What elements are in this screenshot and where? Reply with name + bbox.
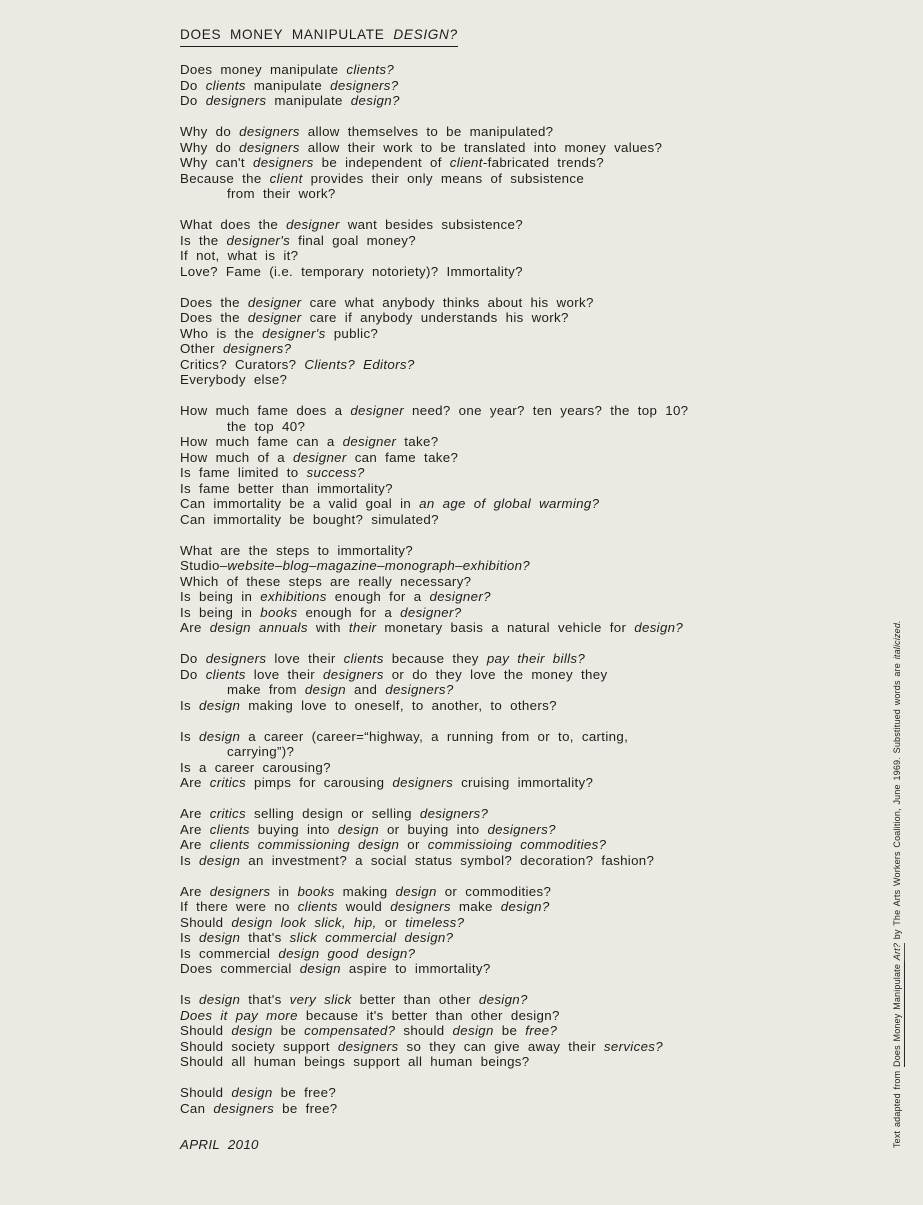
text-segment: Is being in [180, 604, 261, 620]
text-segment: be [493, 1023, 526, 1038]
text-segment: design [199, 992, 241, 1007]
text-segment: want besides subsistence? [339, 217, 523, 232]
text-segment: designer [247, 294, 302, 310]
text-segment: free? [525, 1023, 558, 1038]
text-segment: Is being in [180, 589, 261, 604]
text-segment: pay their bills? [486, 651, 586, 666]
text-segment: manipulate [266, 93, 351, 108]
text-segment: timeless? [405, 914, 465, 930]
text-segment: client [449, 155, 483, 170]
text-line [180, 760, 820, 776]
poster-title [180, 27, 458, 47]
text-line [180, 1054, 820, 1070]
question-block [180, 403, 820, 527]
text-segment: Do [180, 93, 206, 108]
text-segment: Why do [180, 124, 240, 139]
text-line [180, 651, 820, 667]
text-segment: italicized. [892, 620, 902, 660]
text-segment: Do [180, 651, 206, 666]
text-line [180, 837, 820, 853]
text-segment: Is fame better than immortality? [180, 480, 393, 496]
question-block [180, 884, 820, 977]
text-segment: Everybody else? [180, 372, 288, 387]
text-segment: designer [247, 310, 302, 325]
question-block [180, 543, 820, 636]
text-segment: Does it pay more [180, 1007, 298, 1023]
question-block [180, 651, 820, 713]
text-segment: design [231, 1085, 273, 1100]
text-segment: -fabricated trends? [482, 155, 604, 170]
question-block [180, 1085, 820, 1116]
text-segment: or buying into [378, 821, 488, 837]
text-segment: or [376, 914, 406, 930]
text-segment: services? [603, 1038, 664, 1054]
question-block [180, 124, 820, 202]
text-segment: allow themselves to be manipulated? [299, 124, 554, 139]
text-segment: be [272, 1023, 305, 1038]
text-segment: success? [306, 465, 365, 480]
text-segment: carrying”)? [227, 744, 295, 759]
text-segment: their [348, 620, 377, 635]
text-segment: Art? [892, 942, 902, 961]
text-segment: client [269, 170, 303, 186]
text-line [180, 915, 820, 931]
text-line [180, 744, 820, 760]
text-segment: designer's [226, 232, 291, 248]
text-segment: final goal money? [290, 232, 416, 248]
text-segment: Why can't [180, 155, 253, 170]
text-segment: designer's [262, 325, 326, 341]
text-segment: Is [180, 930, 200, 945]
text-segment: designers [213, 1100, 275, 1116]
text-segment: a career (career=“highway, a running from or to, carting, [240, 728, 629, 744]
text-line [180, 248, 820, 264]
text-line [180, 512, 820, 528]
text-segment: DESIGN? [393, 27, 458, 42]
text-segment: that's [240, 992, 290, 1007]
text-segment: Does Money Manipulate [892, 960, 902, 1067]
text-line [180, 450, 820, 466]
text-segment: Are [180, 821, 210, 837]
text-line [180, 961, 820, 977]
text-segment: DOES MONEY MANIPULATE [180, 27, 394, 42]
text-line [180, 574, 820, 590]
text-segment: Is fame limited to [180, 465, 307, 480]
text-segment: designers [390, 899, 451, 914]
date-line [180, 1137, 820, 1153]
text-segment: compensated? [304, 1023, 396, 1038]
text-line [180, 543, 820, 559]
poster-content [180, 27, 820, 1153]
text-segment: designers? [419, 806, 489, 821]
text-segment: Can immortality be bought? simulated? [180, 511, 439, 527]
question-block [180, 992, 820, 1070]
text-segment: designers [205, 93, 267, 108]
text-segment: Is commercial [180, 945, 279, 961]
text-segment: that's [240, 930, 290, 945]
text-segment: Love? Fame (i.e. temporary notoriety)? Immortality? [180, 263, 523, 279]
text-segment: need? one year? ten years? the top 10? [403, 403, 689, 418]
text-segment: designers [239, 139, 300, 155]
text-segment: because it's better than other design? [297, 1007, 560, 1023]
text-segment: design [199, 728, 241, 744]
text-segment: designers [337, 1038, 399, 1054]
text-segment: be free? [274, 1100, 338, 1116]
text-line [180, 217, 820, 233]
text-line [180, 496, 820, 512]
text-segment: designers [209, 883, 271, 899]
text-segment: designers [205, 651, 267, 666]
text-segment: Text adapted from [892, 1066, 902, 1148]
text-segment: enough for a [297, 604, 401, 620]
text-segment: Critics? Curators? [180, 356, 305, 372]
text-segment: How much fame can a [180, 434, 343, 449]
question-block [180, 62, 820, 109]
text-segment: Are [180, 883, 210, 899]
text-line [180, 78, 820, 94]
text-line [180, 806, 820, 822]
text-line [180, 434, 820, 450]
text-segment: Which of these steps are really necessary? [180, 573, 472, 589]
text-segment: by The Arts Workers Coalition, June 1969. Substitued words are [892, 659, 902, 943]
text-segment: clients commissioning design [209, 837, 400, 852]
text-line [180, 341, 820, 357]
text-segment: Are [180, 806, 210, 821]
text-line [180, 481, 820, 497]
text-line [180, 124, 820, 140]
text-line [180, 930, 820, 946]
text-segment: because they [383, 651, 487, 666]
text-segment: Are [180, 620, 210, 635]
text-segment: Does money manipulate [180, 62, 347, 77]
text-segment: design [395, 883, 437, 899]
text-segment: Who is the [180, 325, 263, 341]
text-segment: designer? [429, 589, 491, 604]
text-line [180, 419, 820, 435]
text-line [180, 946, 820, 962]
text-segment: designers [392, 775, 454, 790]
text-segment: Can [180, 1100, 214, 1116]
text-segment: clients [209, 821, 250, 837]
text-segment: love their [245, 666, 324, 682]
text-segment: Is the [180, 232, 227, 248]
text-line [180, 465, 820, 481]
text-segment: clients? [346, 62, 395, 77]
text-segment: Should all human beings support all human beings? [180, 1054, 530, 1069]
text-line [180, 264, 820, 280]
text-segment: design [304, 682, 346, 697]
text-segment: critics [209, 775, 247, 790]
text-segment: be free? [272, 1085, 337, 1100]
text-line [180, 667, 820, 683]
question-blocks [180, 62, 820, 1116]
text-segment: clients [343, 651, 384, 666]
text-segment: or [399, 837, 428, 852]
text-segment: make from [227, 682, 305, 697]
text-line [180, 1023, 820, 1039]
text-segment: should [395, 1023, 453, 1038]
text-segment: exhibitions [260, 589, 327, 604]
text-segment: the top 40? [227, 418, 306, 434]
text-segment: designer [350, 403, 404, 418]
text-line [180, 1085, 820, 1101]
text-line [180, 140, 820, 156]
text-line [180, 822, 820, 838]
text-segment: designer [342, 434, 397, 449]
text-segment: books [260, 604, 298, 620]
text-segment: or do they love the money they [383, 666, 608, 682]
text-segment: clients [205, 666, 246, 682]
text-line [180, 403, 820, 419]
text-segment: manipulate [245, 77, 331, 93]
text-segment: take? [396, 434, 439, 449]
text-segment: design good design? [278, 945, 416, 961]
text-segment: very slick [289, 992, 352, 1007]
text-line [180, 310, 820, 326]
text-segment: make [450, 899, 501, 914]
text-segment: Do [180, 77, 206, 93]
text-segment: designer [286, 217, 340, 232]
text-line [180, 853, 820, 869]
text-segment: making love to oneself, to another, to others? [240, 697, 557, 713]
text-segment: design? [634, 620, 684, 635]
text-segment: Is [180, 697, 200, 713]
text-segment: design [337, 821, 379, 837]
text-segment: public? [325, 325, 379, 341]
text-segment: so they can give away their [398, 1038, 604, 1054]
text-segment: design? [500, 899, 550, 914]
text-segment: Are [180, 775, 210, 790]
question-block [180, 806, 820, 868]
text-line [180, 171, 820, 187]
text-line [180, 899, 820, 915]
text-segment: enough for a [326, 589, 430, 604]
text-line [180, 1039, 820, 1055]
text-segment: and [346, 682, 386, 697]
text-segment: design look slick, hip, [231, 914, 377, 930]
text-segment: Can immortality be a valid goal in [180, 496, 420, 511]
text-segment: clients [297, 899, 338, 914]
text-line [180, 884, 820, 900]
text-segment: an investment? a social status symbol? decoration? fashion? [240, 852, 655, 868]
text-line [180, 558, 820, 574]
text-segment: care if anybody understands his work? [301, 310, 569, 325]
text-segment: designer? [400, 604, 462, 620]
text-segment: critics [209, 806, 247, 821]
text-segment: aspire to immortality? [340, 961, 491, 976]
text-line [180, 682, 820, 698]
text-segment: Is [180, 852, 200, 868]
text-segment: Does the [180, 310, 248, 325]
text-segment: What are the steps to immortality? [180, 542, 413, 558]
text-segment: commissioing commodities? [427, 837, 607, 852]
question-block [180, 217, 820, 279]
text-segment: designers [239, 124, 300, 139]
text-segment: designers [252, 155, 314, 170]
text-segment: Do [180, 666, 206, 682]
text-segment: in [270, 883, 298, 899]
text-segment: better than other [351, 992, 479, 1007]
text-segment: making [334, 883, 396, 899]
text-segment: cruising immortality? [453, 775, 594, 790]
text-segment: Is [180, 728, 200, 744]
text-segment: selling design or selling [246, 806, 420, 821]
text-line [180, 1101, 820, 1117]
text-line [180, 62, 820, 78]
text-segment: be independent of [313, 155, 450, 170]
text-segment: allow their work to be translated into money values? [299, 139, 663, 155]
text-line [180, 1008, 820, 1024]
text-line [180, 589, 820, 605]
text-segment: books [297, 883, 335, 899]
text-segment: monetary basis a natural vehicle for [376, 620, 635, 635]
text-segment: What does the [180, 217, 287, 232]
text-segment: If not, what is it? [180, 248, 299, 263]
question-block [180, 729, 820, 791]
credit-note [889, 620, 907, 1148]
text-segment: If there were no [180, 899, 298, 914]
text-line [180, 326, 820, 342]
text-line [180, 992, 820, 1008]
text-segment: design [299, 961, 341, 976]
text-segment: Clients? Editors? [304, 356, 415, 372]
credit-note-text [889, 620, 907, 1148]
text-segment: or commodities? [436, 883, 552, 899]
text-segment: Why do [180, 139, 240, 155]
text-segment: Should [180, 914, 232, 930]
text-segment: provides their only means of subsistence [302, 170, 585, 186]
text-segment: design? [350, 93, 400, 108]
text-segment: design [452, 1023, 494, 1038]
text-segment: with [307, 620, 349, 635]
text-segment: designers? [487, 821, 556, 837]
text-segment: clients [205, 77, 246, 93]
text-segment: Should [180, 1023, 232, 1038]
text-line [180, 357, 820, 373]
text-segment: design [231, 1023, 273, 1038]
text-line [180, 775, 820, 791]
text-segment: love their [266, 651, 344, 666]
text-segment: How much of a [180, 449, 293, 465]
text-segment: design [199, 930, 241, 945]
text-segment: can fame take? [346, 449, 459, 465]
text-segment: Is [180, 992, 200, 1007]
text-segment: APRIL 2010 [180, 1137, 259, 1152]
text-line [180, 729, 820, 745]
text-line [180, 372, 820, 388]
text-segment: Because the [180, 170, 270, 186]
text-segment: slick commercial design? [289, 930, 454, 945]
text-segment: would [337, 899, 391, 914]
text-line [180, 295, 820, 311]
text-segment: designer [293, 449, 347, 465]
text-segment: Should [180, 1085, 232, 1100]
text-segment: –website–blog–magazine–monograph–exhibition? [219, 558, 531, 573]
text-segment: design [199, 697, 241, 713]
text-line [180, 620, 820, 636]
text-segment: design [199, 852, 241, 868]
text-segment: Does commercial [180, 961, 300, 976]
text-line [180, 233, 820, 249]
text-segment: pimps for carousing [246, 775, 393, 790]
text-segment: design? [478, 992, 528, 1007]
text-segment: designers? [222, 341, 292, 356]
text-segment: from their work? [227, 186, 336, 201]
text-line [180, 605, 820, 621]
text-segment: designers [323, 666, 384, 682]
text-segment: How much fame does a [180, 403, 351, 418]
text-segment: design annuals [209, 620, 308, 635]
text-segment: buying into [249, 821, 338, 837]
question-block [180, 295, 820, 388]
text-segment: Studio [180, 558, 220, 573]
text-segment: designers? [385, 682, 454, 697]
text-segment: Other [180, 341, 223, 356]
text-segment: Are [180, 837, 210, 852]
text-segment: Should society support [180, 1038, 338, 1054]
text-line [180, 698, 820, 714]
text-line [180, 155, 820, 171]
text-segment: care what anybody thinks about his work? [301, 294, 594, 310]
text-segment: Does the [180, 294, 248, 310]
text-segment: Is a career carousing? [180, 759, 331, 775]
text-segment: an age of global warming? [419, 496, 600, 511]
text-line [180, 93, 820, 109]
text-line [180, 186, 820, 202]
text-segment: designers? [330, 77, 399, 93]
